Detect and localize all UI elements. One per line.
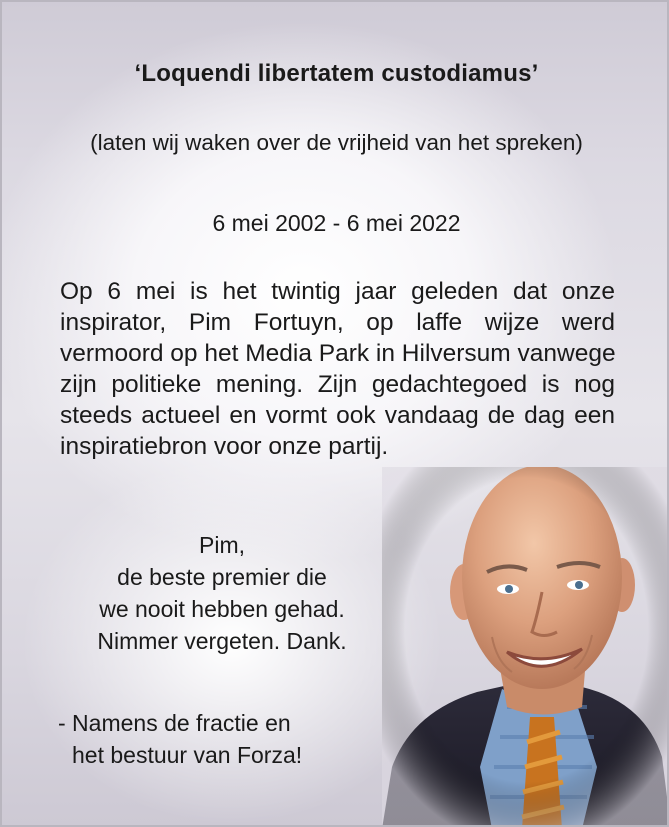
body-line: inspiratiebron voor onze partij. <box>60 433 389 460</box>
body-line: inspirator, Pim Fortuyn, op laffe wijze werd <box>60 309 615 336</box>
body-line: vermoord op het Media Park in Hilversum vanwege <box>60 340 616 367</box>
portrait-photo <box>382 467 669 827</box>
signoff-line: - Namens de fractie en <box>58 710 291 736</box>
tribute-line: Nimmer vergeten. Dank. <box>97 628 347 654</box>
motto-translation: (laten wij waken over de vrijheid van het spreken) <box>90 130 583 155</box>
tribute-line: Pim, <box>199 532 245 558</box>
memorial-dates: 6 mei 2002 - 6 mei 2022 <box>212 210 461 236</box>
body-line: steeds actueel en vormt ook vandaag de dag een <box>60 402 615 429</box>
tribute-line: we nooit hebben gehad. <box>99 596 345 622</box>
body-line: Op 6 mei is het twintig jaar geleden dat onze <box>60 278 615 305</box>
signoff-line: het bestuur van Forza! <box>72 742 303 768</box>
motto-heading: ‘Loquendi libertatem custodiamus’ <box>134 60 539 87</box>
tribute-line: de beste premier die <box>117 564 327 590</box>
body-line: zijn politieke mening. Zijn gedachtegoed is nog <box>60 371 615 398</box>
